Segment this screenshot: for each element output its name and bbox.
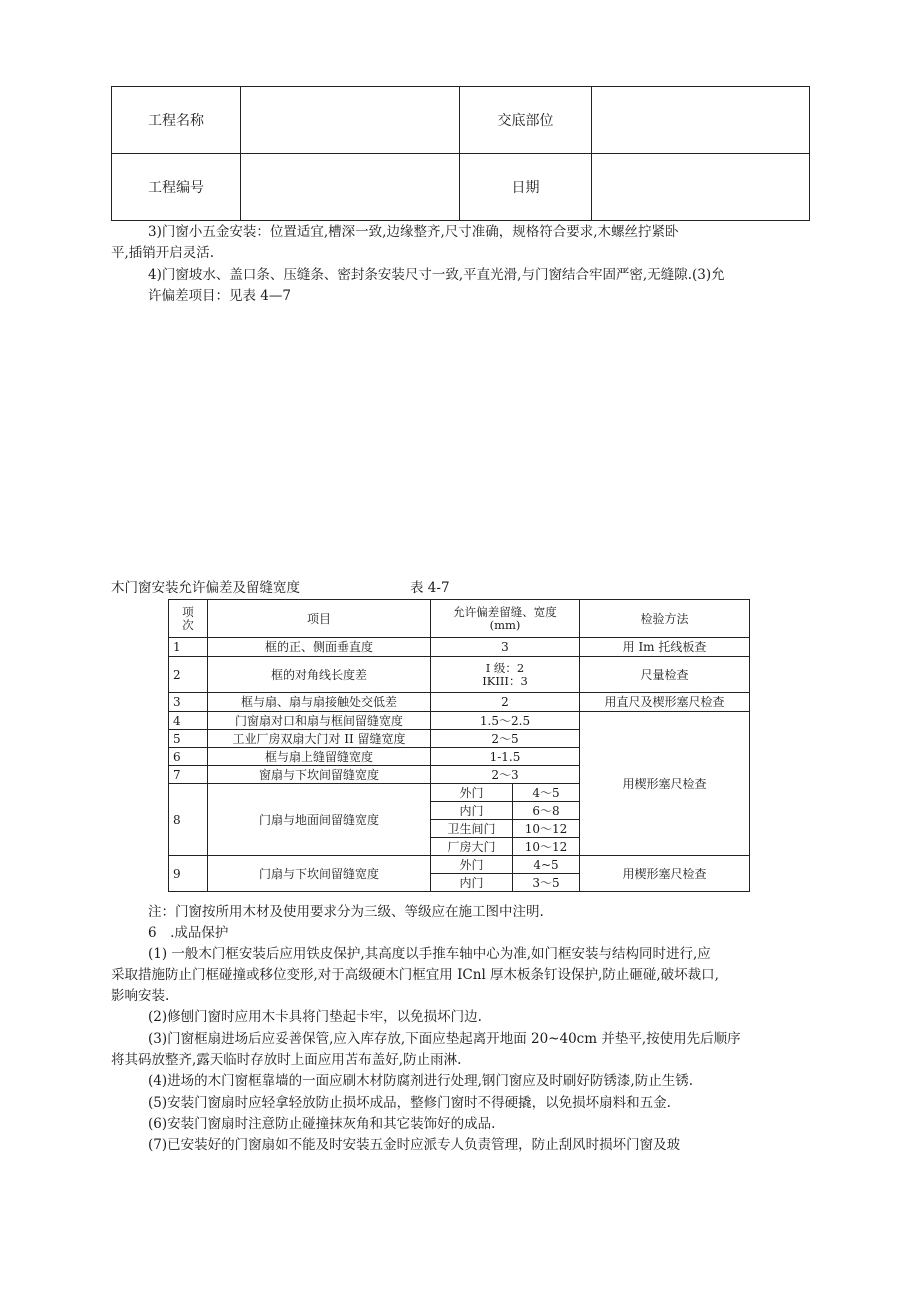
row-2-value: [431, 657, 580, 693]
table-number: 表 4-7: [410, 580, 450, 596]
row-5-value: 2～5: [431, 730, 580, 748]
header-method: 检验方法: [580, 600, 750, 638]
row-7-item: 窗扇与下坎间留缝宽度: [208, 766, 431, 784]
row-1-value: 3: [431, 638, 580, 657]
header-row-1: [112, 87, 810, 154]
header-no: [169, 600, 208, 638]
row-4-no: 4: [169, 712, 208, 730]
date-label: 日期: [460, 154, 592, 221]
paragraph-4-line-2: 许偏差项目：见表 4—7: [148, 288, 291, 304]
table-row-4: [169, 712, 750, 730]
section-title: 6 .成品保护: [148, 925, 229, 941]
row-1-no: 1: [169, 638, 208, 657]
table-row-2: [169, 657, 750, 693]
table-title: 木门窗安装允许偏差及留缝宽度: [111, 580, 300, 596]
table-row-3: [169, 693, 750, 712]
row-8-item: 门扇与地面间留缝宽度: [208, 784, 431, 856]
row-8-sub-4-value: 10～12: [513, 838, 580, 856]
table-row-9-sub-1: [169, 856, 750, 874]
row-5-item: 工业厂房双扇大门对 II 留缝宽度: [208, 730, 431, 748]
item-2: (2)修刨门窗时应用木卡具将门垫起卡牢，以免损坏门边.: [148, 1009, 482, 1025]
row-6-value: 1-1.5: [431, 748, 580, 766]
row-9-sub-2-value: 3～5: [513, 874, 580, 892]
row-9-method: 用楔形塞尺检查: [580, 856, 750, 892]
header-table: [111, 86, 810, 221]
tolerance-table: [168, 599, 750, 892]
row-8-sub-2-value: 6～8: [513, 802, 580, 820]
row-8-sub-1-name: 外门: [431, 784, 513, 802]
item-1-line-2: 采取措施防止门框碰撞或移位变形,对于高级硬木门框宜用 ICnl 厚木板条钉设保护,防止砸碰,破坏裁口,: [111, 967, 719, 983]
handover-part-value: [592, 87, 810, 154]
row-9-sub-1-value: 4~5: [513, 856, 580, 874]
row-8-sub-2-name: 内门: [431, 802, 513, 820]
item-3-line-2: 将其码放整齐,露天临时存放时上面应用苫布盖好,防止雨淋.: [111, 1052, 462, 1068]
row-3-item: 框与扇、扇与扇接触处交低差: [208, 693, 431, 712]
row-1-item: 框的正、侧面垂直度: [208, 638, 431, 657]
row-6-item: 框与扇上缝留缝宽度: [208, 748, 431, 766]
project-name-value: [241, 87, 460, 154]
row-2-value-line-2: IKIII：3: [482, 673, 528, 688]
item-1-line-3: 影响安装.: [111, 988, 170, 1004]
row-9-item: 门扇与下坎间留缝宽度: [208, 856, 431, 892]
row-8-sub-3-value: 10～12: [513, 820, 580, 838]
header-no-line-2: 次: [182, 617, 194, 632]
row-3-value: 2: [431, 693, 580, 712]
item-4: (4)进场的木门窗框靠墙的一面应刷木材防腐剂进行处理,钢门窗应及时刷好防锈漆,防止生锈.: [148, 1073, 693, 1089]
row-6-no: 6: [169, 748, 208, 766]
paragraph-3-line-1: 3)门窗小五金安装：位置适宜,槽深一致,边缘整齐,尺寸准确，规格符合要求,木螺丝拧紧卧: [148, 224, 679, 240]
row-5-no: 5: [169, 730, 208, 748]
handover-part-label: 交底部位: [460, 87, 592, 154]
row-4-value: 1.5～2.5: [431, 712, 580, 730]
header-tolerance-line-2: (mm): [489, 617, 521, 632]
table-header-row: [169, 600, 750, 638]
header-no-line-1: 项: [182, 604, 194, 619]
row-2-method: 尺量检查: [580, 657, 750, 693]
project-name-label: 工程名称: [112, 87, 241, 154]
group-method-rows-4-8: 用楔形塞尺检查: [580, 712, 750, 856]
row-9-sub-1-name: 外门: [431, 856, 513, 874]
row-3-no: 3: [169, 693, 208, 712]
item-3-line-1: (3)门窗框扇进场后应妥善保管,应入库存放,下面应垫起离开地面 20~40cm 并垫平,按使用先后顺序: [148, 1031, 741, 1047]
row-7-no: 7: [169, 766, 208, 784]
row-2-no: 2: [169, 657, 208, 693]
item-6: (6)安装门窗扇时注意防止碰撞抹灰角和其它装饰好的成品.: [148, 1116, 496, 1132]
row-2-value-line-1: I 级：2: [485, 660, 525, 675]
row-4-item: 门窗扇对口和扇与框间留缝宽度: [208, 712, 431, 730]
item-5: (5)安装门窗扇时应轻拿轻放防止损坏成品，整修门窗时不得硬撬，以免损坏扇料和五金.: [148, 1095, 671, 1111]
paragraph-4-line-1: 4)门窗坡水、盖口条、压缝条、密封条安装尺寸一致,平直光滑,与门窗结合牢固严密,无缝隙.(3)允: [148, 267, 725, 283]
header-tolerance-line-1: 允许偏差留缝、宽度: [453, 604, 557, 619]
row-8-sub-3-name: 卫生间门: [431, 820, 513, 838]
item-1-line-1: (1) 一般木门框安装后应用铁皮保护,其高度以手推车轴中心为准,如门框安装与结构同时进行,应: [148, 946, 711, 962]
paragraph-3-line-2: 平,插销开启灵活.: [111, 245, 215, 261]
row-9-sub-2-name: 内门: [431, 874, 513, 892]
row-3-method: 用直尺及楔形塞尺检查: [580, 693, 750, 712]
header-item: 项目: [208, 600, 431, 638]
item-7: (7)已安装好的门窗扇如不能及时安装五金时应派专人负责管理，防止刮风时损坏门窗及玻: [148, 1137, 681, 1153]
row-9-no: 9: [169, 856, 208, 892]
row-2-item: 框的对角线长度差: [208, 657, 431, 693]
header-tolerance: [431, 600, 580, 638]
table-note: 注：门窗按所用木材及使用要求分为三级、等级应在施工图中注明.: [148, 904, 544, 920]
row-8-sub-4-name: 厂房大门: [431, 838, 513, 856]
table-row-1: [169, 638, 750, 657]
date-value: [592, 154, 810, 221]
row-7-value: 2～3: [431, 766, 580, 784]
project-no-label: 工程编号: [112, 154, 241, 221]
project-no-value: [241, 154, 460, 221]
header-row-2: [112, 154, 810, 221]
row-1-method: 用 Im 托线板查: [580, 638, 750, 657]
row-8-sub-1-value: 4～5: [513, 784, 580, 802]
row-8-no: 8: [169, 784, 208, 856]
